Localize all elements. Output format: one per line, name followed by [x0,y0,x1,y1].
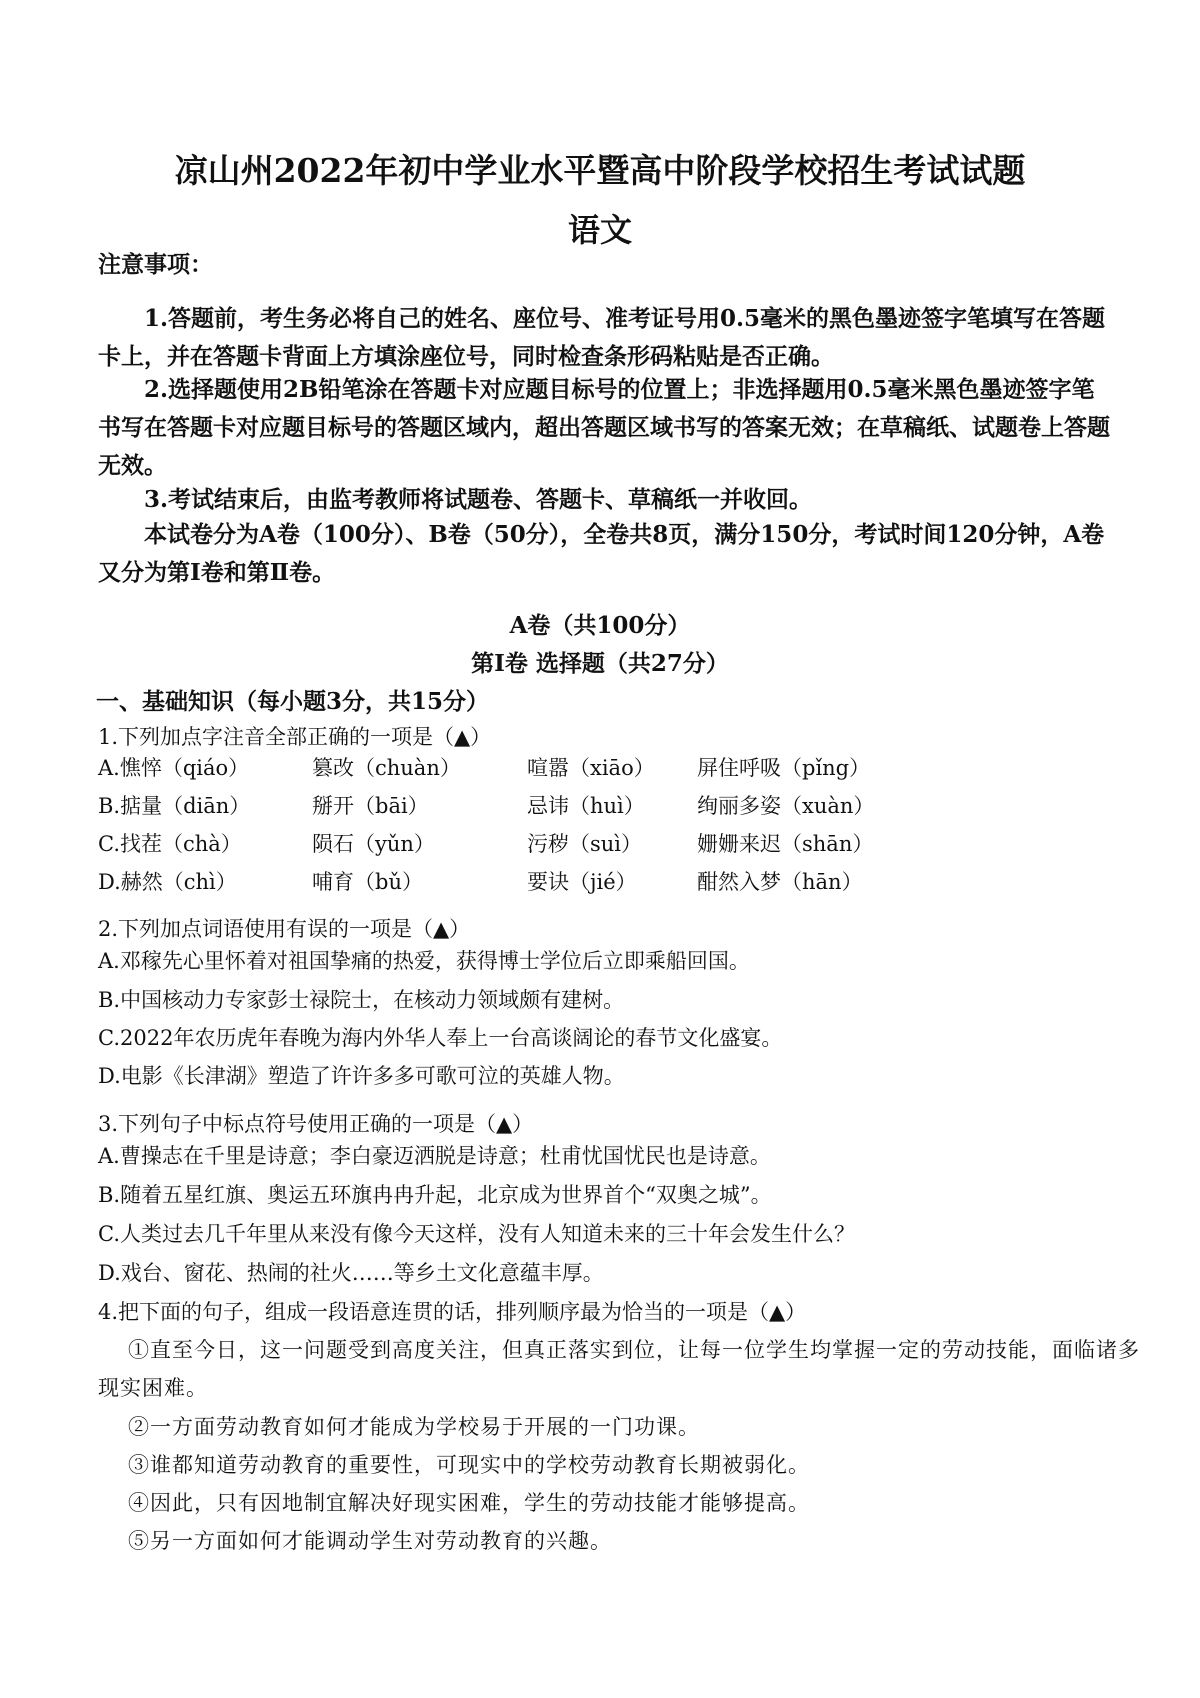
q1-c-4: 姗姗来迟（shān） [697,832,874,856]
q4-sentence-5: ⑤另一方面如何才能调动学生对劳动教育的兴趣。 [128,1529,612,1553]
q1-b-4: 绚丽多姿（xuàn） [697,794,875,818]
q1-d-1: D.赫然（chì） [98,870,237,894]
q2-option-a: A.邓稼先心里怀着对祖国挚痛的热爱，获得博士学位后立即乘船回国。 [98,949,750,973]
q3-option-a: A.曹操志在千里是诗意；李白豪迈洒脱是诗意；杜甫忧国忧民也是诗意。 [98,1144,771,1168]
q1-d-4: 酣然入梦（hān） [697,870,863,894]
notice-item-2: 2.选择题使用2B铅笔涂在答题卡对应题目标号的位置上；非选择题用0.5毫米黑色墨迹签字笔书写在答题卡对应题目标号的答题区域内，超出答题区域书写的答案无效；在草稿纸、试题卷上答题无效。 [98,376,1110,479]
q1-b-1: B.掂量（diān） [98,794,251,818]
q1-d-2: 哺育（bǔ） [312,870,423,894]
q2-option-d: D.电影《长津湖》塑造了许许多多可歌可泣的英雄人物。 [98,1064,625,1088]
q4-stem: 4.把下面的句子，组成一段语意连贯的话，排列顺序最为恰当的一项是（▲） [98,1300,807,1324]
section-heading: 一、基础知识（每小题3分，共15分） [96,688,490,715]
q3-option-b: B.随着五星红旗、奥运五环旗冉冉升起，北京成为世界首个“双奥之城”。 [98,1183,772,1207]
exam-title: 凉山州2022年初中学业水平暨高中阶段学校招生考试试题 [174,151,1026,190]
subject-title: 语文 [567,211,632,249]
q3-option-c: C.人类过去几千年里从来没有像今天这样，没有人知道未来的三十年会发生什么？ [98,1222,855,1246]
q1-a-3: 喧嚣（xiāo） [527,756,655,780]
q1-c-1: C.找茬（chà） [98,832,242,856]
notice-heading: 注意事项： [98,251,213,278]
q1-c-2: 陨石（yǔn） [312,832,435,856]
q1-d-3: 要诀（jié） [527,870,637,894]
notice-item-1: 1.答题前，考生务必将自己的姓名、座位号、准考证号用0.5毫米的黑色墨迹签字笔填写在答题卡上，并在答题卡背面上方填涂座位号，同时检查条形码粘贴是否正确。 [98,305,1106,370]
q2-stem: 2.下列加点词语使用有误的一项是（▲） [98,917,471,941]
q2-option-b: B.中国核动力专家彭士禄院士，在核动力领域颇有建树。 [98,988,625,1012]
q1-stem: 1.下列加点字注音全部正确的一项是（▲） [98,725,492,749]
q1-a-1: A.憔悴（qiáo） [98,756,250,780]
q4-sentence-2: ②一方面劳动教育如何才能成为学校易于开展的一门功课。 [128,1415,700,1439]
q1-c-3: 污秽（suì） [527,832,643,856]
q1-a-4: 屏住呼吸（pǐng） [697,756,871,780]
q1-a-2: 篡改（chuàn） [312,756,461,780]
q3-stem: 3.下列句子中标点符号使用正确的一项是（▲） [98,1112,534,1136]
notice-item-3: 3.考试结束后，由监考教师将试题卷、答题卡、草稿纸一并收回。 [144,486,813,513]
notice-item-4: 本试卷分为A卷（100分）、B卷（50分），全卷共8页，满分150分，考试时间120分钟，A卷又分为第Ⅰ卷和第Ⅱ卷。 [98,521,1105,586]
volume-title: A卷（共100分） [509,612,691,639]
q1-b-3: 忌讳（huì） [527,794,645,818]
q2-option-c: C.2022年农历虎年春晚为海内外华人奉上一台高谈阔论的春节文化盛宴。 [98,1026,783,1050]
q4-sentence-4: ④因此，只有因地制宜解决好现实困难，学生的劳动技能才能够提高。 [128,1491,810,1515]
q1-b-2: 掰开（bāi） [312,794,429,818]
part-title: 第Ⅰ卷 选择题（共27分） [471,650,729,677]
q4-sentence-1: ①直至今日，这一问题受到高度关注，但真正落实到位，让每一位学生均掌握一定的劳动技能，面临诸多 [128,1338,1140,1362]
q3-option-d: D.戏台、窗花、热闹的社火……等乡土文化意蕴丰厚。 [98,1261,604,1285]
q4-sentence-1-continued: 现实困难。 [98,1376,208,1400]
q4-sentence-3: ③谁都知道劳动教育的重要性，可现实中的学校劳动教育长期被弱化。 [128,1453,810,1477]
